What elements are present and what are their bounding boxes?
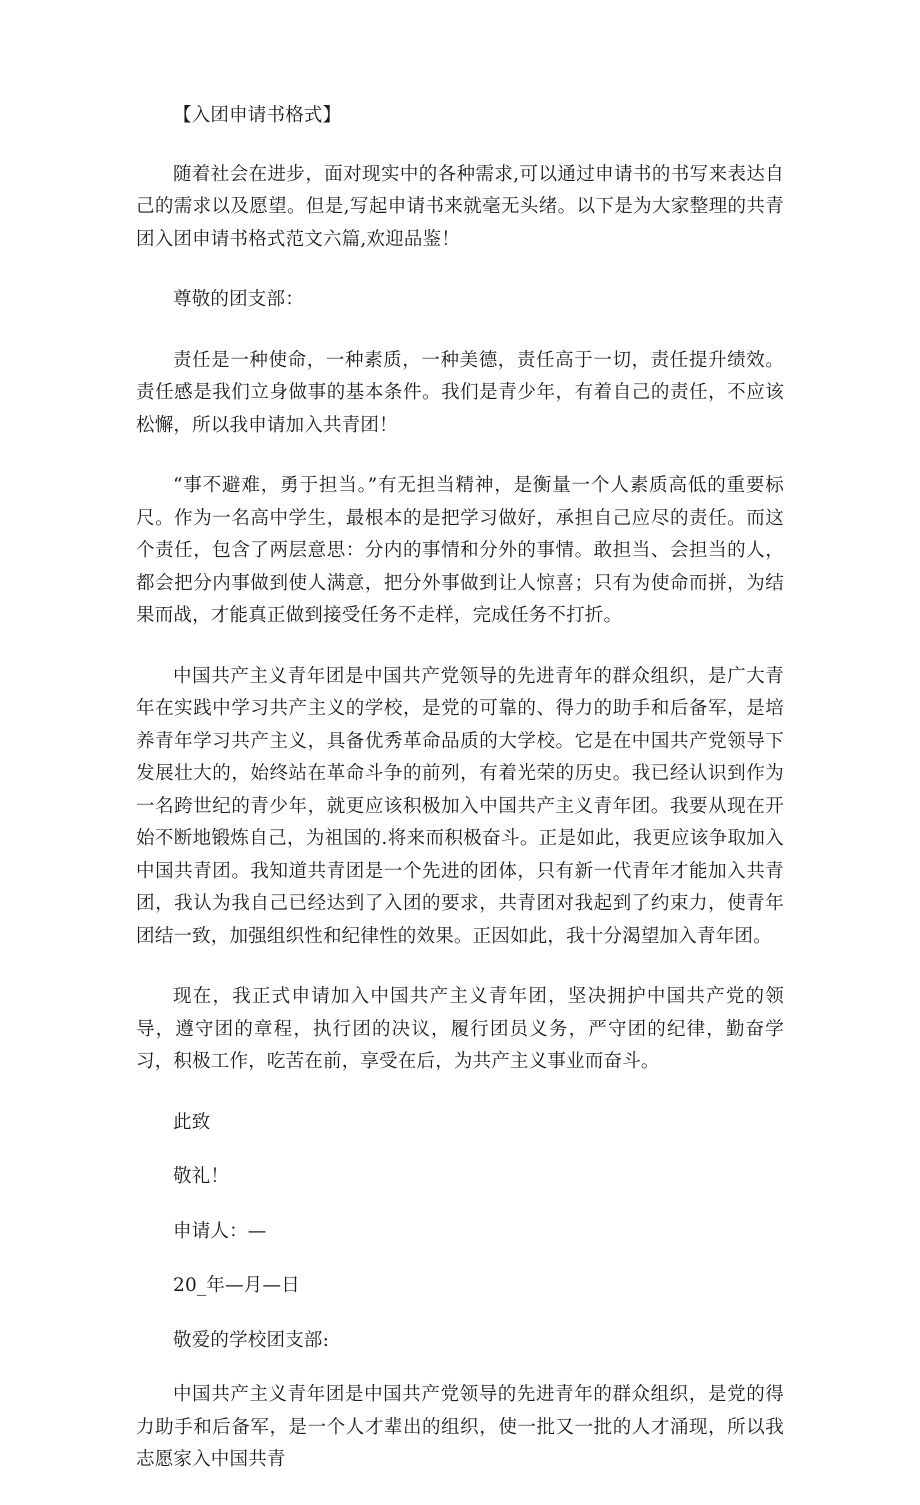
body-paragraph: 中国共产主义青年团是中国共产党领导的先进青年的群众组织，是广大青年在实践中学习共产主义的学校，是党的可靠的、得力的助手和后备军，是培养青年学习共产主义，具备优秀革命品质的大学校。它是在中国共产党领导下发展壮大的，始终站在革命斗争的前列，有着光荣的历史。我已经认识到作为一名跨世纪的青少年，就更应该积极加入中国共产主义青年团。我要从现在开始不断地锻炼自己，为祖国的.将来而积极奋斗。正是如此，我更应该争取加入中国共青团。我知道共青团是一个先进的团体，只有新一代青年才能加入共青团，我认为我自己已经达到了入团的要求，共青团对我起到了约束力，使青年团结一致，加强组织性和纪律性的效果。正因如此，我十分渴望加入青年团。 bbox=[136, 665, 784, 947]
document-title: 【入团申请书格式】 bbox=[173, 105, 342, 126]
salutation: 尊敬的团支部： bbox=[173, 289, 304, 310]
closing-regards: 敬礼！ bbox=[173, 1166, 230, 1187]
closing-line: 此致 bbox=[173, 1111, 211, 1133]
salutation-2: 敬爱的学校团支部: bbox=[173, 1329, 330, 1351]
date-line: 20_年—月—日 bbox=[173, 1275, 300, 1296]
body-paragraph: “事不避难，勇于担当。”有无担当精神，是衡量一个人素质高低的重要标尺。作为一名高中学生，最根本的是把学习做好，承担自己应尽的责任。而这个责任，包含了两层意思：分内的事情和分外的事情。敢担当、会担当的人，都会把分内事做到使人满意，把分外事做到让人惊喜；只有为使命而拼，为结果而战，才能真正做到接受任务不走样，完成任务不打折。 bbox=[136, 475, 784, 626]
body-paragraph: 中国共产主义青年团是中国共产党领导的先进青年的群众组织，是党的得力助手和后备军，是一个人才辈出的组织，使一批又一批的人才涌现，所以我志愿家入中国共青 bbox=[136, 1384, 784, 1470]
intro-paragraph: 随着社会在进步，面对现实中的各种需求,可以通过申请书的书写来表达自己的需求以及愿望。但是,写起申请书来就毫无头绪。以下是为大家整理的共青团入团申请书格式范文六篇,欢迎品鉴！ bbox=[136, 163, 784, 250]
document-page bbox=[136, 100, 784, 1505]
body-paragraph: 现在，我正式申请加入中国共产主义青年团，坚决拥护中国共产党的领导，遵守团的章程，执行团的决议，履行团员义务，严守团的纪律，勤奋学习，积极工作，吃苦在前，享受在后，为共产主义事业而奋斗。 bbox=[136, 986, 784, 1072]
applicant-line: 申请人：— bbox=[173, 1220, 267, 1242]
body-paragraph: 责任是一种使命，一种素质，一种美德，责任高于一切，责任提升绩效。责任感是我们立身做事的基本条件。我们是青少年，有着自己的责任，不应该松懈，所以我申请加入共青团！ bbox=[136, 349, 784, 436]
